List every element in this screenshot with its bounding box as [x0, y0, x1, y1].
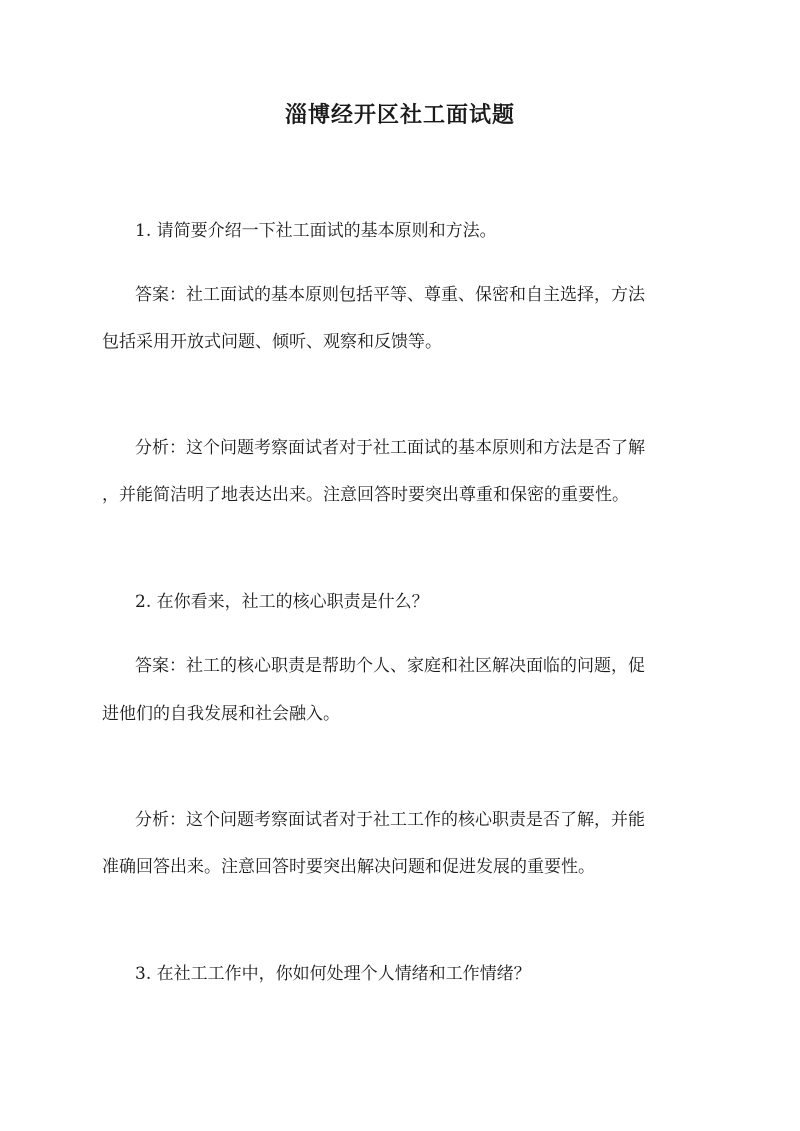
question-2: 2. 在你看来，社工的核心职责是什么？ [135, 592, 429, 612]
answer-2-line-1: 答案：社工的核心职责是帮助个人、家庭和社区解决面临的问题，促 [135, 656, 645, 676]
analysis-1-line-2: ，并能简洁明了地表达出来。注意回答时要突出尊重和保密的重要性。 [102, 485, 629, 505]
answer-1-line-1: 答案：社工面试的基本原则包括平等、尊重、保密和自主选择，方法 [135, 285, 645, 305]
question-1: 1. 请简要介绍一下社工面试的基本原则和方法。 [135, 221, 497, 241]
analysis-1-line-1: 分析：这个问题考察面试者对于社工面试的基本原则和方法是否了解 [135, 438, 645, 458]
analysis-2-line-1: 分析：这个问题考察面试者对于社工工作的核心职责是否了解，并能 [135, 810, 645, 830]
analysis-2-line-2: 准确回答出来。注意回答时要突出解决问题和促进发展的重要性。 [102, 857, 595, 877]
question-3: 3. 在社工工作中，你如何处理个人情绪和工作情绪？ [135, 964, 531, 984]
document-title: 淄博经开区社工面试题 [284, 102, 515, 128]
answer-2-line-2: 进他们的自我发展和社会融入。 [102, 704, 340, 724]
answer-1-line-2: 包括采用开放式问题、倾听、观察和反馈等。 [102, 332, 442, 352]
